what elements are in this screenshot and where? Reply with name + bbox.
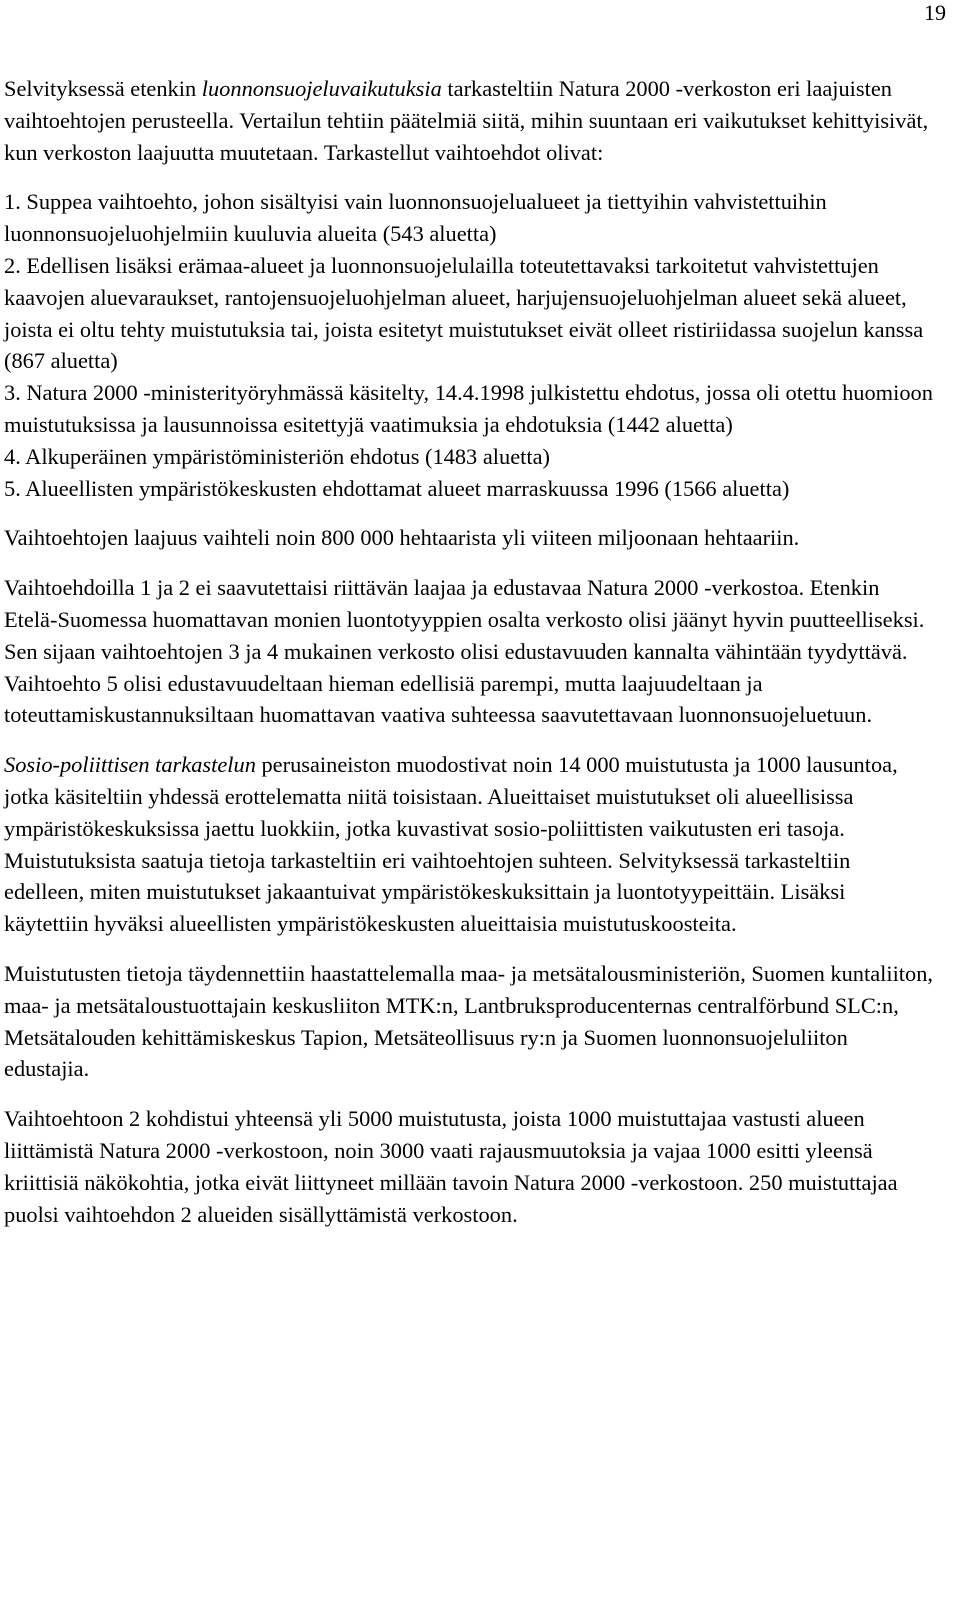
spacer [4, 731, 934, 749]
alternative-item: 2. Edellisen lisäksi erämaa-alueet ja luonnonsuojelulailla toteutettavaksi tarkoitetut vahvistettujen kaavojen aluevaraukset, rantojensuojeluohjelman alueet, harjujensuojeluohjelman alueet sekä alueet, joista ei oltu tehty muistutuksia tai, joista esitetyt muistutukset eivät olleet ristiriidassa suojelun kanssa (867 aluetta) [4, 252, 924, 374]
intro-lead: Selvityksessä etenkin [4, 76, 202, 101]
spacer [4, 1085, 934, 1103]
spacer [4, 504, 934, 522]
page-number: 19 [924, 0, 946, 25]
alternative-item: 3. Natura 2000 -ministerityöryhmässä käsitelty, 14.4.1998 julkistettu ehdotus, jossa oli otettu huomioon muistutuksissa ja lausunnoissa esitettyjä vaatimuksia ja ehdotuksia (1442 aluetta) [4, 380, 933, 437]
intro-emphasis: luonnonsuojeluvaikutuksia [201, 76, 442, 101]
alternative-item: 4. Alkuperäinen ympäristöministeriön ehdotus (1483 aluetta) [4, 443, 550, 469]
alternative2-paragraph: Vaihtoehtoon 2 kohdistui yhteensä yli 5000 muistutusta, joista 1000 muistuttajaa vastusti alueen liittämistä Natura 2000 -verkostoon, noin 3000 vaati rajausmuutoksia ja vajaa 1000 esitti yleensä kriittisiä näkökohtia, jotka eivät liittyneet millään tavoin Natura 2000 -verkostoon. 250 muistuttajaa puolsi vaihtoehdon 2 alueiden sisällyttämistä verkostoon. [4, 1106, 898, 1227]
alternatives-list [4, 186, 934, 504]
spacer [4, 168, 934, 186]
alternative-item: 5. Alueellisten ympäristökeskusten ehdottamat alueet marraskuussa 1996 (1566 aluetta) [4, 475, 790, 501]
alternative-item: 1. Suppea vaihtoehto, johon sisältyisi vain luonnonsuojelualueet ja tiettyihin vahvistettuihin luonnonsuojeluohjelmiin kuuluvia alueita (543 aluetta) [4, 189, 827, 247]
interviews-paragraph: Muistutusten tietoja täydennettiin haastattelemalla maa- ja metsätalousministeriön, Suomen kuntaliiton, maa- ja metsätaloustuottajain keskusliiton MTK:n, Lantbruksproducenternas centralförbund SLC:n, Metsätalouden kehittämiskeskus Tapion, Metsäteollisuus ry:n ja Suomen luonnonsuojeluliiton edustajia. [4, 960, 934, 1082]
intro-rest: tarkasteltiin Natura 2000 -verkoston eri laajuisten vaihtoehtojen perusteella. Vertailun tehtiin päätelmiä siitä, mihin suuntaan eri vaikutukset kehittyisivät, kun verkoston laajuutta muutetaan. Tarkastellut vaihtoehdot olivat: [4, 76, 929, 165]
assessment-paragraph: Vaihtoehdoilla 1 ja 2 ei saavutettaisi riittävän laajaa ja edustavaa Natura 2000 -verkostoa. Etenkin Etelä-Suomessa huomattavan monien luontotyyppien osalta verkosto olisi jäänyt hyvin puutteelliseksi. Sen sijaan vaihtoehtojen 3 ja 4 mukainen verkosto olisi edustavuuden kannalta vähintään tyydyttävä. Vaihtoehto 5 olisi edustavuudeltaan hieman edellisiä parempi, mutta laajuudeltaan ja toteuttamiskustannuksiltaan huomattavan vaativa suhteessa saavutettavaan luonnonsuojeluetuun. [4, 575, 925, 728]
spacer [4, 554, 934, 572]
socio-rest: perusaineiston muodostivat noin 14 000 muistutusta ja 1000 lausuntoa, jotka käsiteltiin yhdessä erottelematta niitä toisistaan. Alueittaiset muistutukset oli alueellisissa ympäristökeskuksissa jaettu luokkiin, jotka kuvastivat sosio-poliittisten vaikutusten eri tasoja. Muistutuksista saatuja tietoja tarkasteltiin eri vaihtoehtojen suhteen. Selvityksessä tarkasteltiin edelleen, miten muistutukset jakaantuivat ympäristökeskuksittain ja luontotyypeittäin. Lisäksi käytettiin hyväksi alueellisten ympäristökeskusten alueittaisia muistutuskoosteita. [4, 752, 898, 937]
socio-paragraph [4, 749, 934, 940]
document-body [4, 73, 934, 1230]
socio-emphasis: Sosio-poliittisen tarkastelun [4, 752, 256, 778]
range-paragraph: Vaihtoehtojen laajuus vaihteli noin 800 000 hehtaarista yli viiteen miljoonaan hehtaariin. [4, 525, 800, 551]
intro-paragraph [4, 73, 934, 168]
spacer [4, 940, 934, 958]
